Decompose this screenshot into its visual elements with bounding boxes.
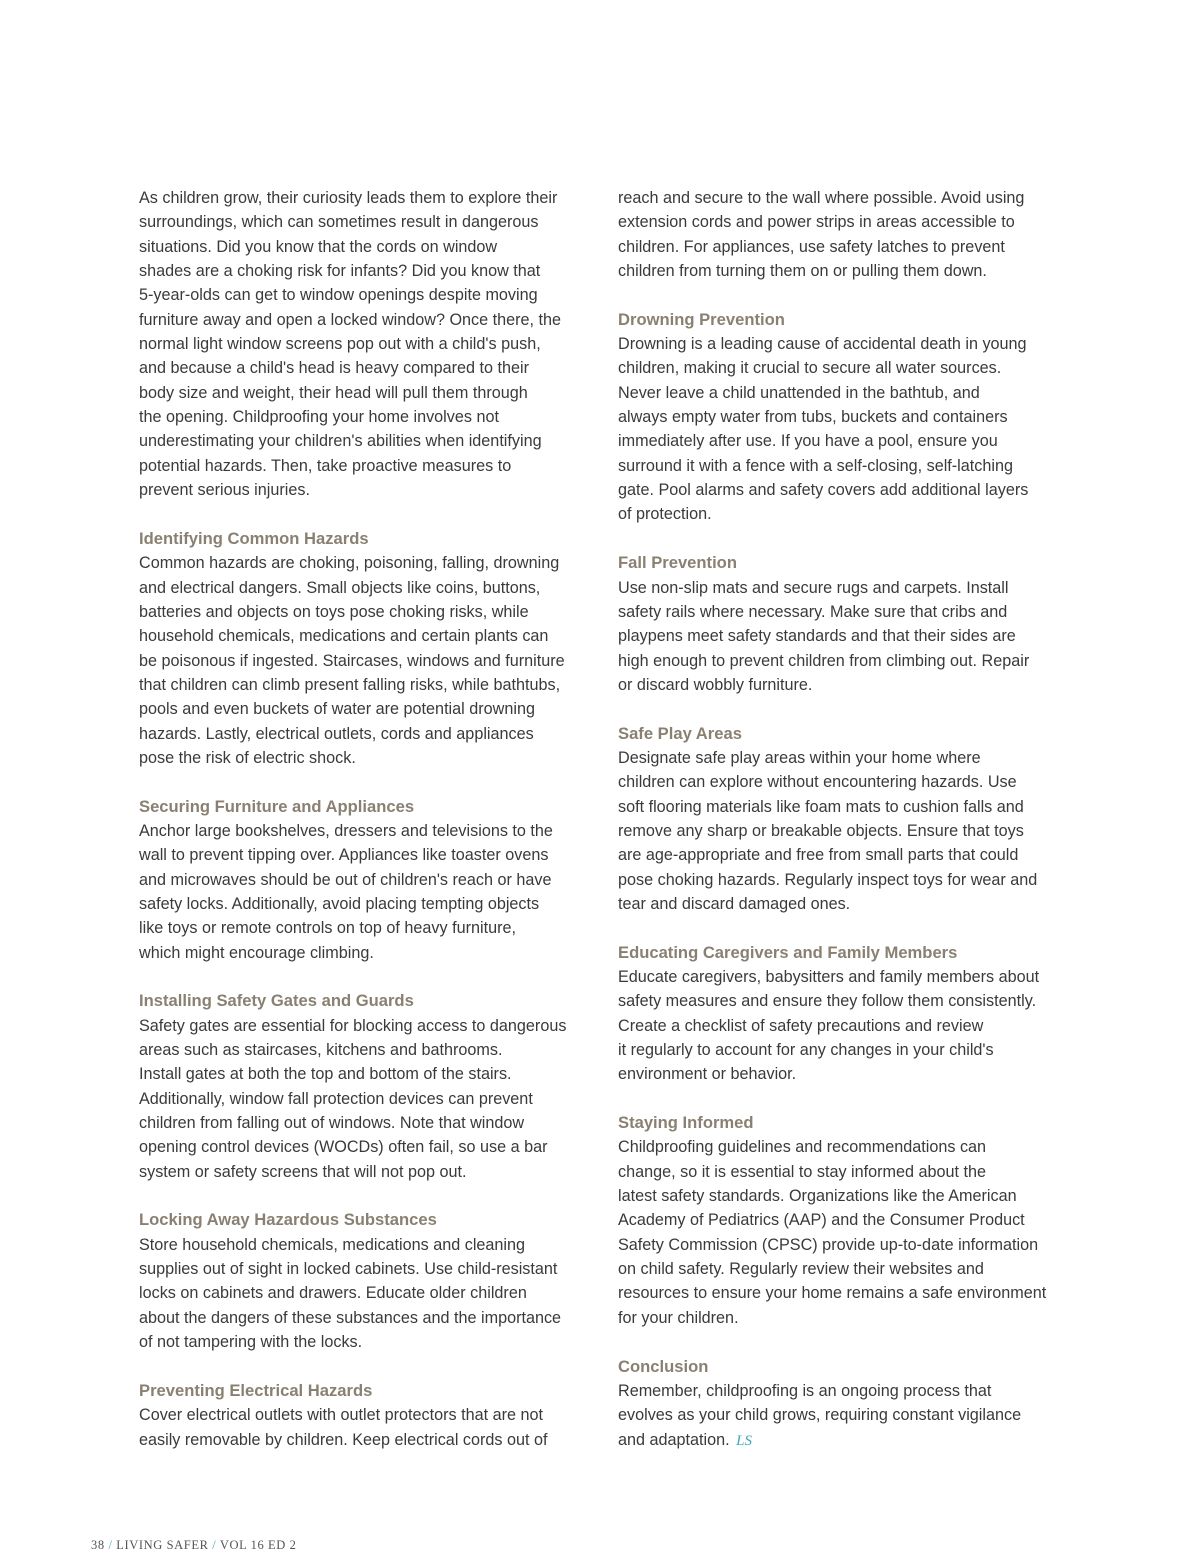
text-line-content: safety rails where necessary. Make sure that cribs and: [618, 602, 1008, 621]
text-line-content: surround it with a fence with a self-closing, self-latching: [618, 456, 1013, 475]
text-line: [618, 1062, 1063, 1086]
text-line: [618, 1403, 1063, 1427]
text-line: [618, 600, 1063, 624]
text-line-content: prevent serious injuries.: [139, 481, 310, 500]
paragraph: [618, 186, 1063, 283]
text-line-content: As children grow, their curiosity leads them to explore their: [139, 189, 558, 207]
text-line: [139, 1160, 594, 1184]
text-line-content: children from falling out of windows. Note that window: [139, 1114, 525, 1133]
text-line-content: Install gates at both the top and bottom of the stairs.: [139, 1065, 512, 1084]
text-line: [139, 1087, 594, 1111]
text-line: [139, 429, 594, 453]
page-footer: [91, 1538, 296, 1553]
text-line-content: Anchor large bookshelves, dressers and televisions to the: [139, 821, 553, 840]
text-line-content: shades are a choking risk for infants? Did you know that: [139, 262, 541, 281]
text-line-content: and adaptation.: [618, 1430, 730, 1449]
page-number: 38: [91, 1538, 105, 1552]
text-line-content: children from turning them on or pulling them down.: [618, 262, 987, 281]
text-line: [618, 210, 1063, 234]
text-line-content: hazards. Lastly, electrical outlets, cords and appliances: [139, 724, 534, 743]
text-line: [139, 722, 594, 746]
section-heading: Educating Caregivers and Family Members: [618, 942, 958, 962]
text-line-content: system or safety screens that will not pop out.: [139, 1162, 467, 1181]
section-heading: Fall Prevention: [618, 553, 737, 573]
text-line-content: the opening. Childproofing your home involves not: [139, 408, 499, 427]
text-line: [139, 1014, 594, 1038]
text-line: [139, 673, 594, 697]
paragraph: [139, 186, 594, 502]
text-line: [618, 478, 1063, 502]
text-line: [618, 965, 1063, 989]
section-heading: Securing Furniture and Appliances: [139, 796, 415, 816]
text-line: [618, 1306, 1063, 1330]
text-line-content: children, making it crucial to secure all water sources.: [618, 359, 1002, 378]
text-line: [618, 454, 1063, 478]
text-line-content: safety locks. Additionally, avoid placing tempting objects: [139, 894, 540, 913]
text-line: [618, 381, 1063, 405]
text-line: [618, 1038, 1063, 1062]
text-line-content: evolves as your child grows, requiring constant vigilance: [618, 1406, 1022, 1425]
paragraph: [139, 1233, 594, 1355]
text-line: [139, 843, 594, 867]
text-line: [139, 405, 594, 429]
text-line: [139, 283, 594, 307]
text-line-content: environment or behavior.: [618, 1065, 797, 1084]
text-line: [139, 186, 594, 210]
text-line: [618, 746, 1063, 770]
text-line-content: batteries and objects on toys pose choking risks, while: [139, 602, 529, 621]
text-line-content: always empty water from tubs, buckets and containers: [618, 408, 1008, 427]
text-line: [139, 1038, 594, 1062]
section-heading: Locking Away Hazardous Substances: [139, 1210, 437, 1230]
text-line-content: Academy of Pediatrics (AAP) and the Consumer Product: [618, 1211, 1025, 1230]
text-line: [139, 259, 594, 283]
paragraph-spacer: [618, 1330, 1063, 1354]
text-line-content: gate. Pool alarms and safety covers add additional layers: [618, 481, 1029, 500]
text-line-content: pools and even buckets of water are potential drowning: [139, 700, 535, 719]
paragraph: [139, 551, 594, 770]
text-line-content: Store household chemicals, medications and cleaning: [139, 1235, 526, 1254]
text-line-content: about the dangers of these substances and the importance: [139, 1308, 562, 1327]
text-line-content: wall to prevent tipping over. Appliances like toaster ovens: [139, 846, 549, 865]
text-line: [618, 624, 1063, 648]
text-line-content: normal light window screens pop out with a child's push,: [139, 335, 541, 354]
text-line: [139, 308, 594, 332]
text-line-content: Cover electrical outlets with outlet protectors that are not: [139, 1406, 543, 1425]
text-line: [618, 1428, 1063, 1453]
text-line-content: are age-appropriate and free from small parts that could: [618, 846, 1019, 865]
text-line-content: tear and discard damaged ones.: [618, 894, 851, 913]
footer-separator: /: [108, 1538, 113, 1552]
section-heading: Identifying Common Hazards: [139, 528, 369, 548]
paragraph: [618, 1379, 1063, 1453]
text-line: [618, 429, 1063, 453]
text-line-content: Use non-slip mats and secure rugs and carpets. Install: [618, 578, 1009, 597]
text-line-content: high enough to prevent children from climbing out. Repair: [618, 651, 1030, 670]
text-line: [618, 332, 1063, 356]
text-line-content: change, so it is essential to stay informed about the: [618, 1162, 987, 1181]
text-line: [139, 1306, 594, 1330]
text-line-content: Create a checklist of safety precautions and review: [618, 1016, 984, 1035]
section-heading: Safe Play Areas: [618, 723, 742, 743]
text-line-content: situations. Did you know that the cords on window: [139, 237, 498, 256]
footer-separator: /: [212, 1538, 217, 1552]
text-line-content: be poisonous if ingested. Staircases, windows and furniture: [139, 651, 565, 670]
text-line: [618, 186, 1063, 210]
text-line-content: of protection.: [618, 505, 712, 524]
text-line-content: safety measures and ensure they follow them consistently.: [618, 992, 1037, 1011]
paragraph-spacer: [139, 1184, 594, 1208]
paragraph-spacer: [618, 283, 1063, 307]
text-line: [139, 1111, 594, 1135]
end-mark-logo: LS: [736, 1432, 752, 1449]
text-line: [618, 1014, 1063, 1038]
text-line: [139, 916, 594, 940]
text-line: [618, 1257, 1063, 1281]
text-line-content: Additionally, window fall protection devices can prevent: [139, 1089, 533, 1108]
paragraph: [618, 332, 1063, 527]
text-line: [139, 1428, 594, 1452]
text-line-content: Designate safe play areas within your home where: [618, 748, 981, 767]
text-line-content: and electrical dangers. Small objects like coins, buttons,: [139, 578, 541, 597]
text-line: [618, 356, 1063, 380]
text-line: [139, 210, 594, 234]
text-line: [618, 1208, 1063, 1232]
text-line: [618, 1281, 1063, 1305]
section-heading: Installing Safety Gates and Guards: [139, 991, 414, 1011]
text-line-content: reach and secure to the wall where possible. Avoid using: [618, 189, 1025, 207]
text-line-content: household chemicals, medications and certain plants can: [139, 627, 549, 646]
text-line: [139, 1257, 594, 1281]
paragraph-spacer: [618, 916, 1063, 940]
text-line-content: Educate caregivers, babysitters and family members about: [618, 968, 1040, 986]
text-line: [618, 1135, 1063, 1159]
paragraph-spacer: [139, 502, 594, 526]
text-line: [139, 1233, 594, 1257]
text-line: [618, 673, 1063, 697]
paragraph: [618, 965, 1063, 1087]
text-line-content: Safety gates are essential for blocking access to dangerous: [139, 1016, 567, 1035]
text-line: [139, 1135, 594, 1159]
text-line-content: 5-year-olds can get to window openings despite moving: [139, 286, 538, 305]
text-line-content: Remember, childproofing is an ongoing process that: [618, 1381, 992, 1400]
text-line-content: body size and weight, their head will pull them through: [139, 383, 528, 402]
paragraph: [618, 576, 1063, 698]
text-line-content: children can explore without encountering hazards. Use: [618, 773, 1017, 792]
right-column: [618, 186, 1063, 1453]
text-line: [139, 600, 594, 624]
text-line: [139, 332, 594, 356]
paragraph-spacer: [139, 770, 594, 794]
paragraph-spacer: [618, 1087, 1063, 1111]
text-line: [139, 624, 594, 648]
text-line: [618, 819, 1063, 843]
text-line-content: on child safety. Regularly review their websites and: [618, 1260, 984, 1279]
paragraph-spacer: [139, 1355, 594, 1379]
section-heading: Preventing Electrical Hazards: [139, 1380, 373, 1400]
text-line-content: or discard wobbly furniture.: [618, 675, 813, 694]
text-line-content: like toys or remote controls on top of heavy furniture,: [139, 919, 516, 938]
text-line: [618, 892, 1063, 916]
text-line: [139, 868, 594, 892]
text-line-content: supplies out of sight in locked cabinets. Use child-resistant: [139, 1260, 558, 1279]
text-line-content: for your children.: [618, 1308, 739, 1327]
text-line: [618, 1379, 1063, 1403]
text-line-content: and microwaves should be out of children's reach or have: [139, 870, 552, 889]
text-line: [618, 868, 1063, 892]
text-line: [618, 1184, 1063, 1208]
text-line-content: playpens meet safety standards and that their sides are: [618, 627, 1016, 646]
text-line: [139, 1281, 594, 1305]
text-line-content: extension cords and power strips in areas accessible to: [618, 213, 1015, 232]
text-line-content: Drowning is a leading cause of accidental death in young: [618, 335, 1027, 354]
text-line-content: resources to ensure your home remains a safe environment: [618, 1284, 1047, 1303]
text-line: [618, 989, 1063, 1013]
text-line-content: Never leave a child unattended in the bathtub, and: [618, 383, 980, 402]
paragraph: [618, 746, 1063, 916]
text-line-content: underestimating your children's abilities when identifying: [139, 432, 542, 451]
text-line-content: soft flooring materials like foam mats to cushion falls and: [618, 797, 1024, 816]
text-line-content: of not tampering with the locks.: [139, 1333, 363, 1352]
text-line: [139, 356, 594, 380]
section-heading: Conclusion: [618, 1356, 709, 1376]
text-line-content: potential hazards. Then, take proactive measures to: [139, 456, 512, 475]
text-line-content: latest safety standards. Organizations like the American: [618, 1187, 1017, 1206]
text-line: [139, 746, 594, 770]
text-line: [618, 259, 1063, 283]
text-line: [618, 795, 1063, 819]
text-line-content: furniture away and open a locked window? Once there, the: [139, 310, 562, 329]
text-line: [139, 381, 594, 405]
paragraph: [139, 819, 594, 965]
paragraph-spacer: [618, 527, 1063, 551]
text-line: [618, 770, 1063, 794]
text-line: [139, 1403, 594, 1427]
paragraph-spacer: [618, 697, 1063, 721]
text-line-content: pose choking hazards. Regularly inspect toys for wear and: [618, 870, 1038, 889]
text-line: [618, 502, 1063, 526]
text-line-content: Safety Commission (CPSC) provide up-to-date information: [618, 1235, 1039, 1254]
text-line-content: pose the risk of electric shock.: [139, 748, 356, 767]
text-line-content: opening control devices (WOCDs) often fail, so use a bar: [139, 1138, 548, 1157]
text-line: [139, 576, 594, 600]
text-line-content: easily removable by children. Keep electrical cords out of: [139, 1430, 548, 1449]
text-line-content: children. For appliances, use safety latches to prevent: [618, 237, 1005, 256]
paragraph-spacer: [139, 965, 594, 989]
text-line-content: immediately after use. If you have a pool, ensure you: [618, 432, 998, 451]
text-line: [618, 576, 1063, 600]
paragraph: [139, 1014, 594, 1184]
text-line-content: surroundings, which can sometimes result in dangerous: [139, 213, 539, 232]
text-line-content: that children can climb present falling risks, while bathtubs,: [139, 675, 561, 694]
text-line: [618, 649, 1063, 673]
text-line: [139, 649, 594, 673]
left-column: [139, 186, 594, 1452]
publication-name: LIVING SAFER: [116, 1538, 209, 1552]
text-line-content: remove any sharp or breakable objects. Ensure that toys: [618, 821, 1024, 840]
text-line-content: and because a child's head is heavy compared to their: [139, 359, 530, 378]
text-line: [139, 235, 594, 259]
text-line: [139, 1062, 594, 1086]
text-line: [139, 941, 594, 965]
text-line-content: Childproofing guidelines and recommendations can: [618, 1138, 987, 1157]
text-line-content: which might encourage climbing.: [139, 943, 374, 962]
text-line-content: locks on cabinets and drawers. Educate older children: [139, 1284, 527, 1303]
text-line: [139, 819, 594, 843]
text-line: [139, 551, 594, 575]
text-line-content: Common hazards are choking, poisoning, falling, drowning: [139, 554, 560, 573]
text-line-content: areas such as staircases, kitchens and bathrooms.: [139, 1041, 503, 1060]
text-line: [618, 843, 1063, 867]
text-line-content: it regularly to account for any changes in your child's: [618, 1041, 994, 1060]
text-line: [139, 478, 594, 502]
text-line: [618, 1160, 1063, 1184]
text-line: [618, 1233, 1063, 1257]
text-line: [618, 405, 1063, 429]
text-line: [139, 454, 594, 478]
section-heading: Drowning Prevention: [618, 309, 785, 329]
text-line: [139, 697, 594, 721]
section-heading: Staying Informed: [618, 1113, 754, 1133]
text-line: [139, 892, 594, 916]
paragraph: [618, 1135, 1063, 1330]
text-line: [618, 235, 1063, 259]
issue-label: VOL 16 ED 2: [219, 1538, 297, 1552]
paragraph: [139, 1403, 594, 1452]
text-line: [139, 1330, 594, 1354]
